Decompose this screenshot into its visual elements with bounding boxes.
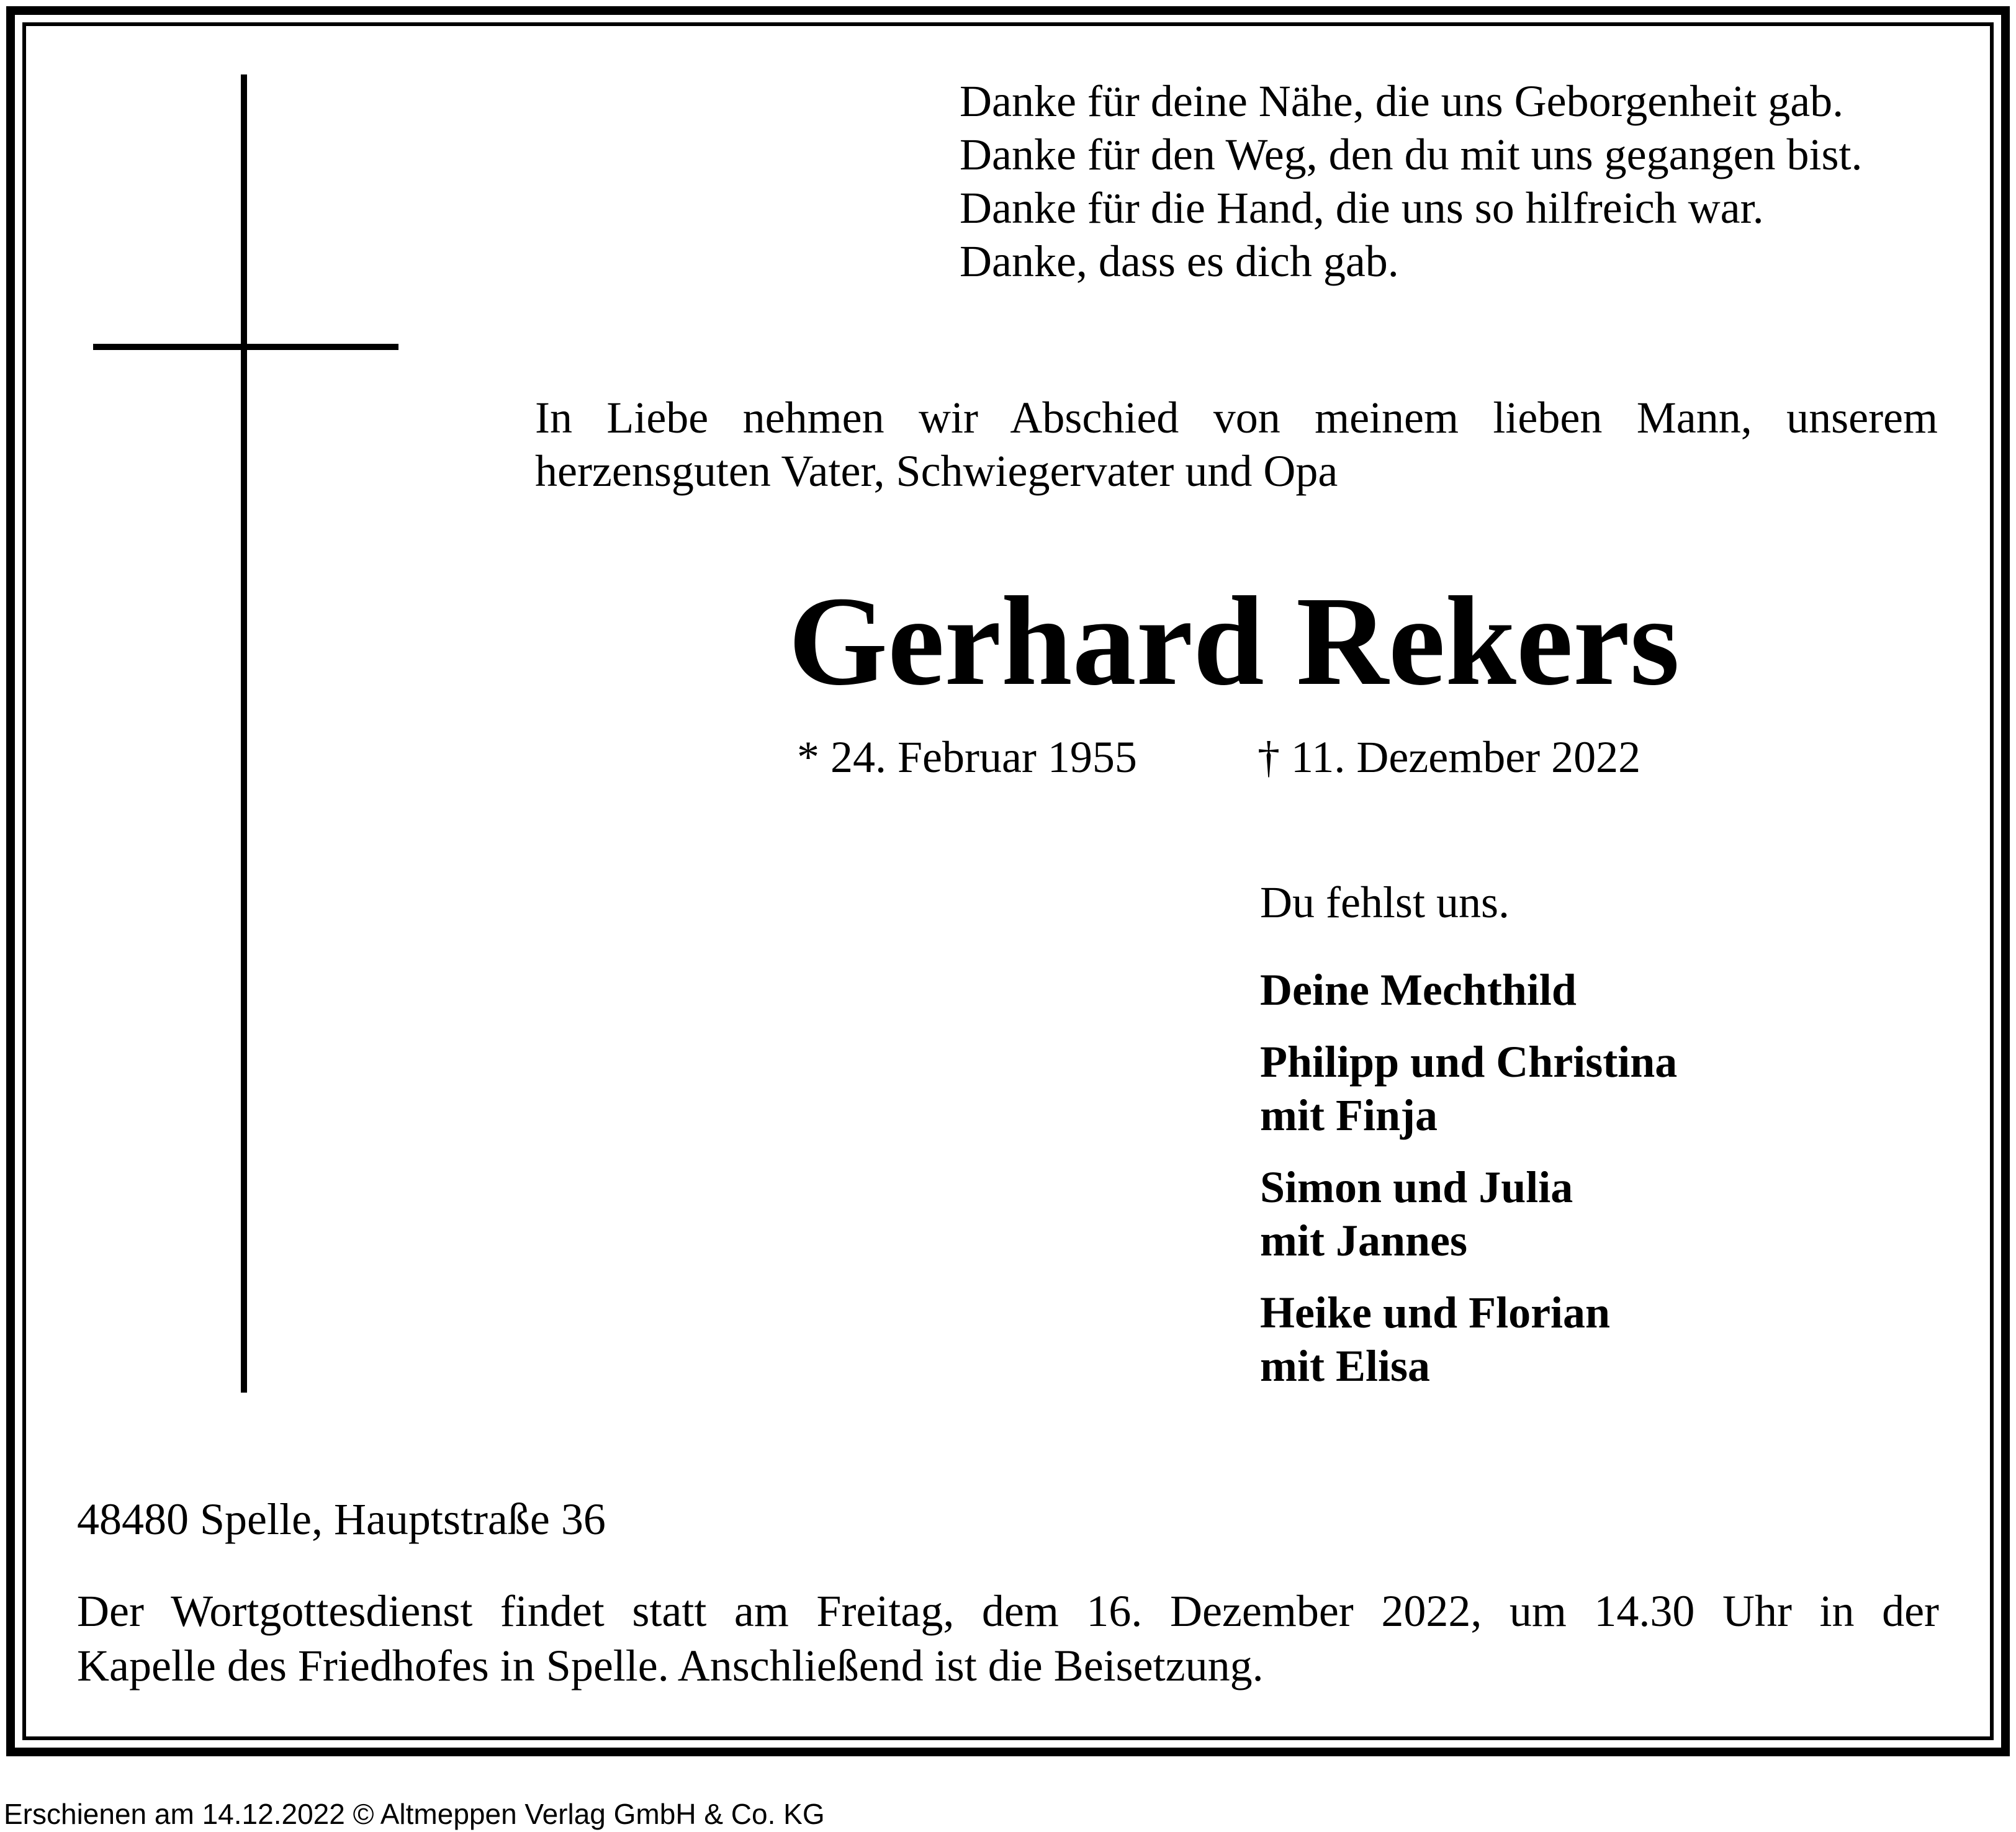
farewell-line-2: herzensguten Vater, Schwiegervater und Opa bbox=[535, 446, 1338, 496]
farewell-line-1: In Liebe nehmen wir Abschied von meinem lieben Mann, unserem bbox=[535, 393, 1938, 442]
publication-footer: Erschienen am 14.12.2022 © Altmeppen Verlag GmbH & Co. KG bbox=[4, 1798, 825, 1830]
cross-horizontal-bar bbox=[93, 344, 398, 350]
family-line: Heike und Florian bbox=[1260, 1288, 1611, 1337]
service-info bbox=[77, 1584, 1939, 1693]
address: 48480 Spelle, Hauptstraße 36 bbox=[77, 1494, 606, 1544]
poem-line: Danke für die Hand, die uns so hilfreich war. bbox=[960, 183, 1764, 233]
poem-line: Danke für deine Nähe, die uns Geborgenheit gab. bbox=[960, 76, 1844, 126]
family-line: Philipp und Christina bbox=[1260, 1037, 1678, 1087]
family-line: mit Finja bbox=[1260, 1090, 1438, 1140]
death-date: † 11. Dezember 2022 bbox=[1258, 732, 1641, 782]
poem bbox=[960, 74, 1863, 288]
service-line-1: Der Wortgottesdienst findet statt am Freitag, dem 16. Dezember 2022, um 14.30 Uhr in der bbox=[77, 1586, 1939, 1636]
poem-line: Danke, dass es dich gab. bbox=[960, 236, 1399, 286]
family-line: Deine Mechthild bbox=[1260, 965, 1577, 1015]
family-signature-philipp bbox=[1260, 1035, 1677, 1142]
family-signature-heike bbox=[1260, 1286, 1610, 1393]
family-line: Simon und Julia bbox=[1260, 1162, 1573, 1212]
poem-line: Danke für den Weg, den du mit uns gegangen bist. bbox=[960, 130, 1863, 179]
miss-you-text: Du fehlst uns. bbox=[1260, 878, 1510, 927]
family-signature-simon bbox=[1260, 1161, 1573, 1267]
service-line-2: Kapelle des Friedhofes in Spelle. Anschließend ist die Beisetzung. bbox=[77, 1641, 1264, 1691]
family-line: mit Jannes bbox=[1260, 1216, 1468, 1265]
farewell-text bbox=[535, 391, 1938, 498]
deceased-name: Gerhard Rekers bbox=[788, 570, 1680, 712]
family-signature-mechthild bbox=[1260, 963, 1577, 1017]
family-line: mit Elisa bbox=[1260, 1341, 1431, 1391]
cross-vertical-bar bbox=[241, 74, 247, 1393]
birth-date: * 24. Februar 1955 bbox=[797, 732, 1137, 782]
